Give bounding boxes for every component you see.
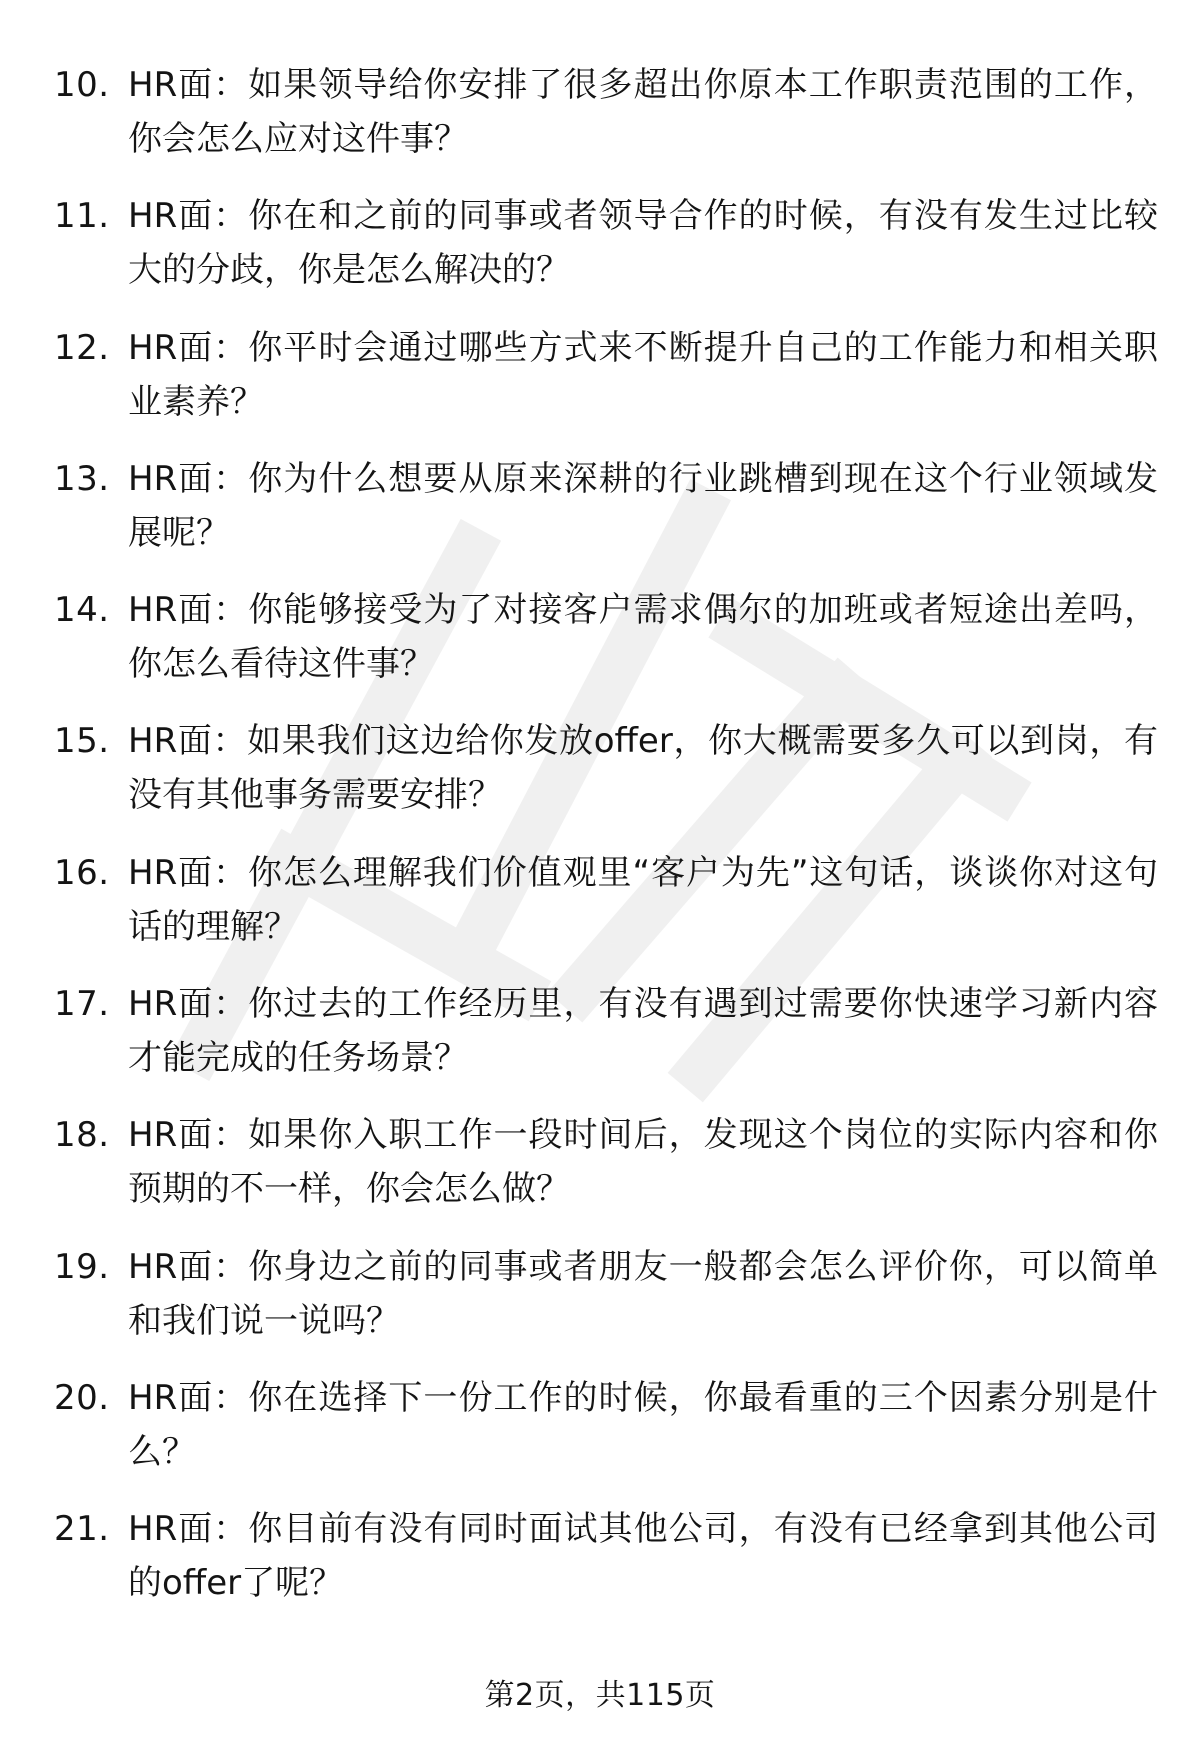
question-number: 15. [54,721,110,762]
question-text: HR面：你在和之前的同事或者领导合作的时候，有没有发生过比较大的分歧，你是怎么解决的？ [128,196,1158,291]
question-item [0,1108,1200,1220]
question-text: HR面：如果我们这边给你发放offer，你大概需要多久可以到岗，有没有其他事务需要安排？ [128,721,1158,816]
question-number: 19. [54,1246,110,1287]
question-text: HR面：你在选择下一份工作的时候，你最看重的三个因素分别是什么？ [128,1377,1158,1472]
question-number: 16. [54,852,110,893]
question-text: HR面：你平时会通过哪些方式来不断提升自己的工作能力和相关职业素养？ [128,327,1158,422]
question-number: 13. [54,458,110,499]
question-number: 21. [54,1509,110,1550]
page-number-footer: 第2页，共115页 [484,1678,716,1713]
question-text: HR面：如果领导给你安排了很多超出你原本工作职责范围的工作，你会怎么应对这件事？ [128,65,1158,159]
question-number: 12. [54,327,110,368]
question-item [0,1240,1200,1352]
question-item [0,321,1200,433]
question-number: 18. [54,1115,110,1156]
question-number: 14. [54,590,110,631]
question-item [0,452,1200,564]
question-text: HR面：你为什么想要从原来深耕的行业跳槽到现在这个行业领域发展呢？ [128,458,1158,553]
question-item [0,1371,1200,1483]
question-item [0,583,1200,695]
question-number: 10. [54,65,110,105]
question-text: HR面：你身边之前的同事或者朋友一般都会怎么评价你，可以简单和我们说一说吗？ [128,1246,1158,1341]
question-text: HR面：你怎么理解我们价值观里“客户为先”这句话，谈谈你对这句话的理解？ [128,852,1158,947]
question-text: HR面：你能够接受为了对接客户需求偶尔的加班或者短途出差吗，你怎么看待这件事？ [128,590,1158,685]
question-number: 17. [54,984,110,1025]
question-item [0,714,1200,826]
question-text: HR面：你目前有没有同时面试其他公司，有没有已经拿到其他公司的offer了呢？ [128,1509,1158,1604]
question-item [0,977,1200,1089]
question-item [0,1502,1200,1614]
question-item [0,58,1200,170]
question-number: 20. [54,1377,110,1418]
question-number: 11. [54,196,110,237]
question-item [0,189,1200,301]
question-list [0,58,1200,1634]
question-text: HR面：你过去的工作经历里，有没有遇到过需要你快速学习新内容才能完成的任务场景？ [128,984,1158,1079]
question-text: HR面：如果你入职工作一段时间后，发现这个岗位的实际内容和你预期的不一样，你会怎么做？ [128,1115,1158,1210]
question-item [0,846,1200,958]
